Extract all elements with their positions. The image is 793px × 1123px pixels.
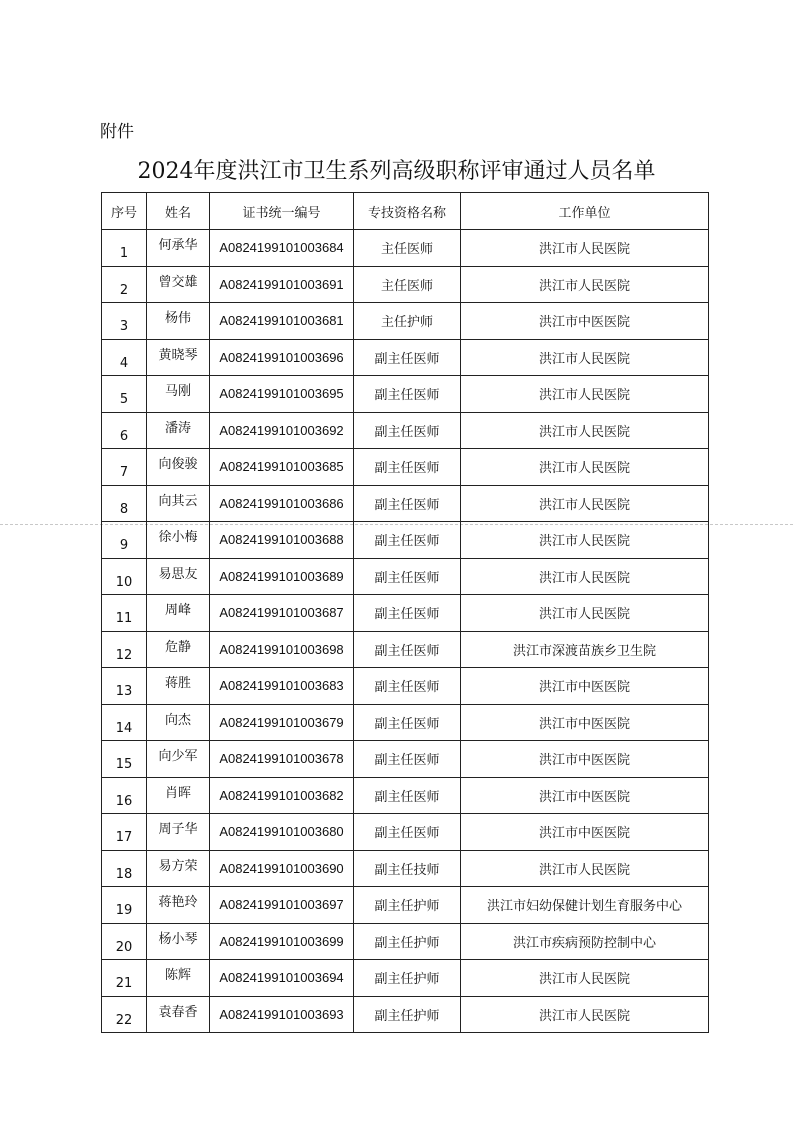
row-work-unit: 洪江市妇幼保健计划生育服务中心 xyxy=(461,887,709,924)
row-name: 易思友 xyxy=(158,566,198,582)
row-work-unit: 洪江市人民医院 xyxy=(461,485,709,522)
row-work-unit: 洪江市疾病预防控制中心 xyxy=(461,923,709,960)
row-cert-number: A0824199101003686 xyxy=(210,485,354,522)
row-qualification: 副主任护师 xyxy=(354,923,461,960)
table-row xyxy=(102,303,709,340)
row-name: 向其云 xyxy=(158,493,198,509)
row-work-unit: 洪江市人民医院 xyxy=(461,339,709,376)
row-name: 潘涛 xyxy=(164,420,191,436)
row-seq: 11 xyxy=(115,611,133,627)
row-work-unit: 洪江市人民医院 xyxy=(461,522,709,559)
table-row xyxy=(102,668,709,705)
row-qualification: 副主任医师 xyxy=(354,485,461,522)
row-name: 蒋胜 xyxy=(164,676,191,692)
row-name: 肖晖 xyxy=(164,785,191,801)
document-title: 2024年度洪江市卫生系列高级职称评审通过人员名单 xyxy=(137,159,656,184)
row-name: 黄晓琴 xyxy=(158,347,198,363)
row-cert-number: A0824199101003678 xyxy=(210,741,354,778)
row-name: 陈辉 xyxy=(164,968,191,984)
row-name: 徐小梅 xyxy=(158,530,198,546)
row-seq: 13 xyxy=(115,684,133,700)
row-seq: 19 xyxy=(115,903,133,919)
row-seq: 5 xyxy=(119,392,129,408)
row-cert-number: A0824199101003681 xyxy=(210,303,354,340)
table-row xyxy=(102,704,709,741)
row-cert-number: A0824199101003679 xyxy=(210,704,354,741)
row-qualification: 副主任医师 xyxy=(354,376,461,413)
row-cert-number: A0824199101003697 xyxy=(210,887,354,924)
row-qualification: 副主任医师 xyxy=(354,668,461,705)
row-seq: 16 xyxy=(115,793,133,809)
table-row xyxy=(102,923,709,960)
row-seq: 17 xyxy=(115,830,133,846)
row-name: 袁春香 xyxy=(158,1004,198,1020)
personnel-table xyxy=(101,192,709,1033)
row-seq: 22 xyxy=(115,1012,133,1028)
row-cert-number: A0824199101003692 xyxy=(210,412,354,449)
table-row xyxy=(102,522,709,559)
column-header-unit: 工作单位 xyxy=(461,193,709,230)
row-seq: 9 xyxy=(119,538,129,554)
row-work-unit: 洪江市中医医院 xyxy=(461,814,709,851)
row-cert-number: A0824199101003699 xyxy=(210,923,354,960)
row-name: 向杰 xyxy=(164,712,191,728)
row-name: 杨小琴 xyxy=(158,931,198,947)
row-seq: 4 xyxy=(119,355,129,371)
row-qualification: 副主任护师 xyxy=(354,960,461,997)
row-work-unit: 洪江市人民医院 xyxy=(461,595,709,632)
table-row xyxy=(102,887,709,924)
column-header-title: 专技资格名称 xyxy=(354,193,461,230)
row-name: 杨伟 xyxy=(164,311,191,327)
table-row xyxy=(102,449,709,486)
row-seq: 21 xyxy=(115,976,133,992)
row-work-unit: 洪江市中医医院 xyxy=(461,668,709,705)
row-seq: 3 xyxy=(119,319,129,335)
row-name: 向俊骏 xyxy=(158,457,198,473)
row-seq: 2 xyxy=(119,282,129,298)
row-work-unit: 洪江市深渡苗族乡卫生院 xyxy=(461,631,709,668)
row-seq: 10 xyxy=(115,574,133,590)
row-cert-number: A0824199101003687 xyxy=(210,595,354,632)
row-seq: 14 xyxy=(115,720,133,736)
table-row xyxy=(102,485,709,522)
row-qualification: 主任医师 xyxy=(354,266,461,303)
row-qualification: 副主任医师 xyxy=(354,449,461,486)
row-work-unit: 洪江市中医医院 xyxy=(461,303,709,340)
row-name: 蒋艳玲 xyxy=(158,895,198,911)
row-name: 危静 xyxy=(164,639,191,655)
table-row xyxy=(102,996,709,1033)
row-name: 向少军 xyxy=(158,749,198,765)
row-cert-number: A0824199101003698 xyxy=(210,631,354,668)
row-work-unit: 洪江市人民医院 xyxy=(461,850,709,887)
row-cert-number: A0824199101003683 xyxy=(210,668,354,705)
table-row xyxy=(102,266,709,303)
row-seq: 1 xyxy=(119,246,129,262)
table-row xyxy=(102,631,709,668)
row-cert-number: A0824199101003696 xyxy=(210,339,354,376)
row-work-unit: 洪江市中医医院 xyxy=(461,704,709,741)
row-cert-number: A0824199101003688 xyxy=(210,522,354,559)
row-name: 周峰 xyxy=(164,603,191,619)
row-qualification: 副主任技师 xyxy=(354,850,461,887)
table-row xyxy=(102,960,709,997)
row-cert-number: A0824199101003694 xyxy=(210,960,354,997)
row-work-unit: 洪江市人民医院 xyxy=(461,266,709,303)
row-work-unit: 洪江市人民医院 xyxy=(461,960,709,997)
row-work-unit: 洪江市人民医院 xyxy=(461,412,709,449)
row-work-unit: 洪江市人民医院 xyxy=(461,230,709,267)
row-work-unit: 洪江市人民医院 xyxy=(461,996,709,1033)
table-row xyxy=(102,777,709,814)
column-header-seq: 序号 xyxy=(102,193,147,230)
row-seq: 15 xyxy=(115,757,133,773)
row-work-unit: 洪江市中医医院 xyxy=(461,741,709,778)
table-row xyxy=(102,741,709,778)
table-row xyxy=(102,558,709,595)
table-row xyxy=(102,850,709,887)
row-cert-number: A0824199101003690 xyxy=(210,850,354,887)
row-name: 何承华 xyxy=(158,238,198,254)
row-cert-number: A0824199101003680 xyxy=(210,814,354,851)
row-qualification: 副主任医师 xyxy=(354,558,461,595)
row-cert-number: A0824199101003682 xyxy=(210,777,354,814)
row-cert-number: A0824199101003695 xyxy=(210,376,354,413)
row-qualification: 副主任护师 xyxy=(354,996,461,1033)
row-cert-number: A0824199101003684 xyxy=(210,230,354,267)
row-qualification: 副主任医师 xyxy=(354,595,461,632)
row-qualification: 副主任医师 xyxy=(354,704,461,741)
row-qualification: 副主任医师 xyxy=(354,741,461,778)
row-qualification: 副主任医师 xyxy=(354,412,461,449)
row-work-unit: 洪江市中医医院 xyxy=(461,777,709,814)
row-name: 马刚 xyxy=(164,384,191,400)
table-body xyxy=(102,230,709,1033)
row-seq: 7 xyxy=(119,465,129,481)
row-name: 曾交雄 xyxy=(158,274,198,290)
row-seq: 8 xyxy=(119,501,129,517)
row-cert-number: A0824199101003691 xyxy=(210,266,354,303)
table-row xyxy=(102,412,709,449)
table-row xyxy=(102,595,709,632)
row-qualification: 副主任医师 xyxy=(354,777,461,814)
row-qualification: 副主任医师 xyxy=(354,522,461,559)
attachment-label: 附件 xyxy=(100,122,134,142)
row-seq: 12 xyxy=(115,647,133,663)
row-name: 易方荣 xyxy=(158,858,198,874)
row-work-unit: 洪江市人民医院 xyxy=(461,449,709,486)
row-name: 周子华 xyxy=(158,822,198,838)
column-header-name: 姓名 xyxy=(147,193,210,230)
table-row xyxy=(102,814,709,851)
row-qualification: 副主任医师 xyxy=(354,814,461,851)
row-cert-number: A0824199101003685 xyxy=(210,449,354,486)
column-header-cert: 证书统一编号 xyxy=(210,193,354,230)
table-row xyxy=(102,230,709,267)
row-qualification: 副主任医师 xyxy=(354,631,461,668)
row-qualification: 主任医师 xyxy=(354,230,461,267)
row-cert-number: A0824199101003693 xyxy=(210,996,354,1033)
row-seq: 18 xyxy=(115,866,133,882)
table-row xyxy=(102,339,709,376)
row-work-unit: 洪江市人民医院 xyxy=(461,558,709,595)
table-header-row xyxy=(102,193,709,230)
row-qualification: 副主任医师 xyxy=(354,339,461,376)
row-seq: 6 xyxy=(119,428,129,444)
row-qualification: 主任护师 xyxy=(354,303,461,340)
table-row xyxy=(102,376,709,413)
row-work-unit: 洪江市人民医院 xyxy=(461,376,709,413)
row-seq: 20 xyxy=(115,939,133,955)
row-qualification: 副主任护师 xyxy=(354,887,461,924)
row-cert-number: A0824199101003689 xyxy=(210,558,354,595)
